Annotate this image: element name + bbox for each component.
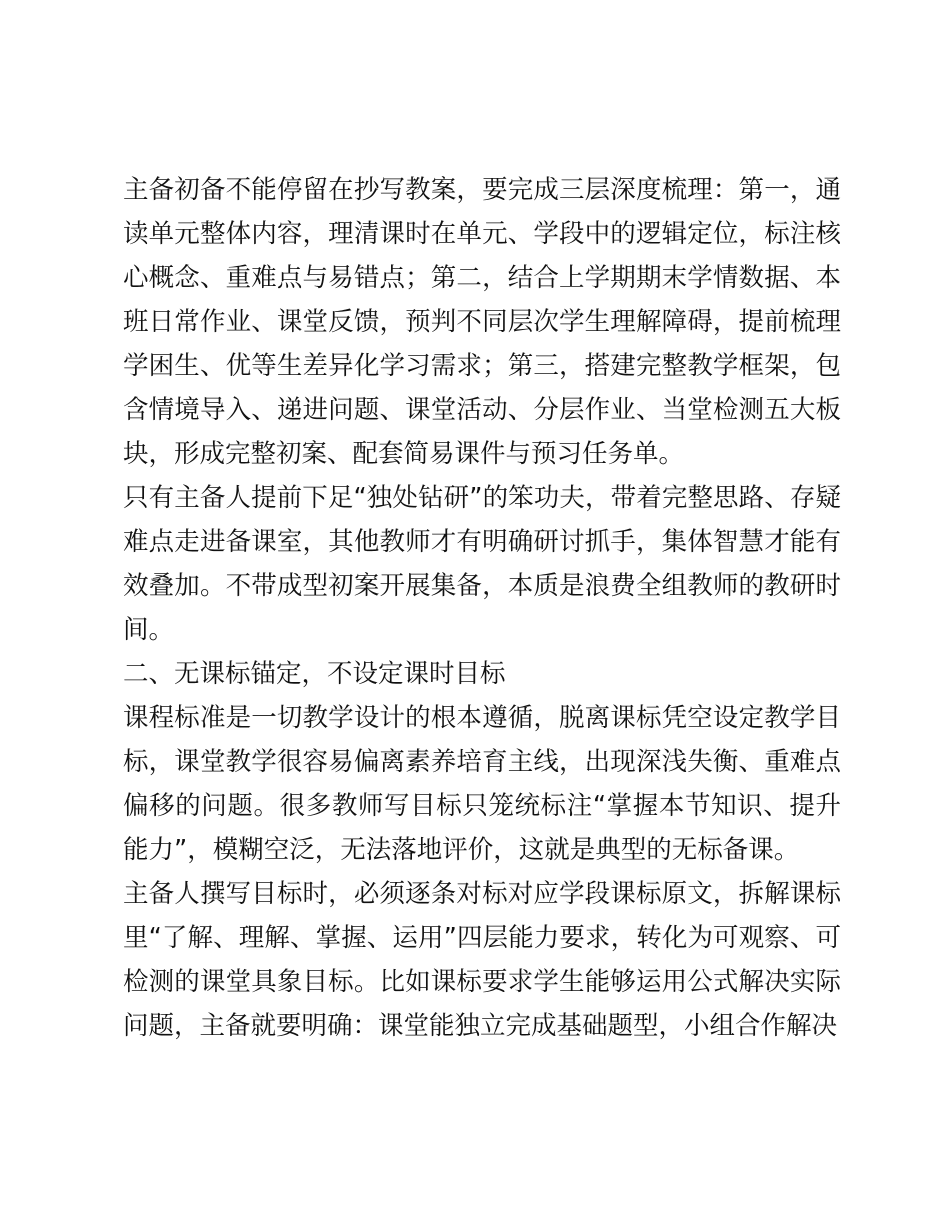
paragraph-independent-study: 只有主备人提前下足“独处钻研”的笨功夫，带着完整思路、存疑难点走进备课室，其他教师才有明确研讨抓手，集体智慧才能有效叠加。不带成型初案开展集备，本质是浪费全组教师的教研时间。: [123, 483, 841, 645]
paragraph-preparation-steps: 主备初备不能停留在抄写教案，要完成三层深度梳理：第一，通读单元整体内容，理清课时在单元、学段中的逻辑定位，标注核心概念、重难点与易错点；第二，结合上学期期末学情数据、本班日常作业、课堂反馈，预判不同层次学生理解障碍，提前梳理学困生、优等生差异化学习需求；第三，搭建完整教学框架，包含情境导入、递进问题、课堂活动、分层作业、当堂检测五大板块，形成完整初案、配套简易课件与预习任务单。: [123, 175, 841, 469]
paragraph-writing-objectives: 主备人撰写目标时，必须逐条对标对应学段课标原文，拆解课标里“了解、理解、掌握、运用”四层能力要求，转化为可观察、可检测的课堂具象目标。比如课标要求学生能够运用公式解决实际问题，主备就要明确：课堂能独立完成基础题型，小组合作解决: [123, 879, 841, 1041]
document-body: [123, 168, 841, 1048]
paragraph-curriculum-standard: 课程标准是一切教学设计的根本遵循，脱离课标凭空设定教学目标，课堂教学很容易偏离素养培育主线，出现深浅失衡、重难点偏移的问题。很多教师写目标只笼统标注“掌握本节知识、提升能力”，模糊空泛，无法落地评价，这就是典型的无标备课。: [123, 703, 841, 865]
section-heading: 二、无课标锚定，不设定课时目标: [123, 659, 506, 689]
